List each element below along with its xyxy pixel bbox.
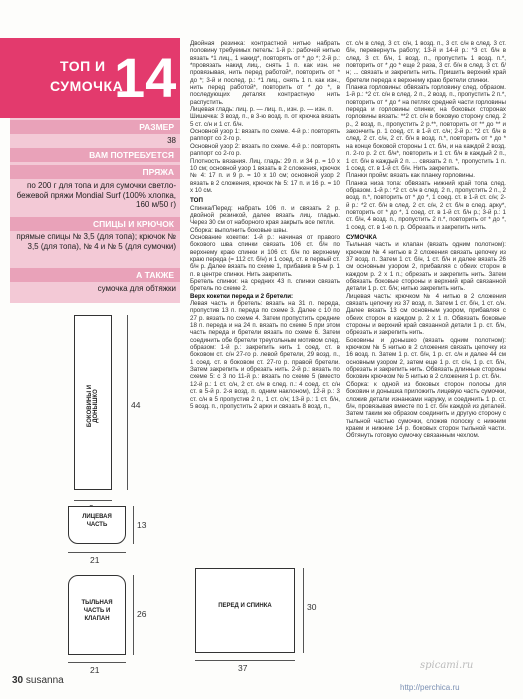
para-pattern-1: Основной узор 1: вязать по схеме. 4-й р.: повторять раппорт со 2-го р. (190, 128, 340, 143)
page-number: 30 (12, 675, 24, 686)
para-armhole-bands: Планки пройм: вязать как планку горловины. (346, 172, 476, 180)
size-value: 38 (167, 136, 176, 145)
yarn-text: по 200 г для топа и для сумочки светло-бежевой пряжи Mondial Surf (100% хлопка, 160 м/50 г) (16, 181, 176, 209)
also-text: сумочка для обтяжки (97, 284, 176, 293)
para-front-part: Лицевая часть: крючком № 4 нитью в 2 сложения связать цепочку из 37 возд. п. Затем 1 ст. б/н, 1 ст. с/н. Далее вязать 13 см основным узором, прибавляя с обеих сторон в каждом р. 2 х 1 п. Обвязать боковые стороны и верхний край связанной детали 1 р. ст. б/н, обрезать и закрепить нить. (346, 292, 506, 337)
top-body-diagram (195, 568, 295, 653)
top-body-label: ПЕРЕД И СПИНКА (218, 603, 272, 609)
back-label-3: КЛАПАН (84, 616, 110, 622)
back-label-1: ТЫЛЬНАЯ (81, 600, 113, 606)
para-assembly: Сборка: выполнить боковые швы. (190, 226, 288, 234)
title-line-1: ТОП И (60, 58, 106, 74)
watermark-spicami: spicami.ru (420, 660, 474, 671)
front-height: 13 (137, 520, 147, 530)
tools-heading: СПИЦЫ И КРЮЧОК (10, 217, 180, 231)
para-bobble: Шишечка: 3 возд. п., в 3-ю возд. п. от крючка вязать 5 ст. с/н и 1 ст. б/н. (190, 113, 340, 128)
para-left-part: Левая часть и бретель: вязать на 31 п. переда, пропустив 13 п. переда по схеме 3. Далее с 10 по 27 р. вязать по схеме 4. Затем пропустить средние 18 п. переда и на 24 п. вязать по схеме 5 при этом часть переда и бретели вязать по схеме 6. Затем соединить обе бретели треугольным мотивом след. образом: 1-й р.: закрепить нить 1 соед. ст. в боковом ст. с/н 27-го р. левой бретели, 29 возд. п., 1 соед. ст. в боковом ст. 27-го р. правой бретели. Затем закрепить и обрезать нить. 2-й р.: вязать по схеме 5: с 3 по 11-й р.: вязать по схеме 5 (вместо 12-й р.: 1 ст. с/н, 2 ст. с/н в след. п.: 4 соед. ст. с/н ст. в 5-й р. 2-я возд. п. одним наклоном), 12-й р.: 3 ст. с/н в 5 пропустив 2 п., 1 ст. с/н; 13-й р.: 1 ст. б/н, 5 возд. п., пропустить 2 арки и связать 8 возд. п., (190, 300, 340, 410)
back-flap-diagram (68, 575, 126, 655)
para-continuation: ст. с/н в след. 3 ст. с/н, 1 возд. п., 3 ст. с/н в след. 3 ст. б/н, перевернуть работу; 13-й и 14-й р.: *3 ст. б/н в след. 3 ст. б/н, 1 возд. п., пропустить 1 возд. п.*, повторить от * до * еще 2 раза, 3 ст. б/н в след. 3 ст. б/н; ... связать и закрепить нить. Пришить верхний край бретели переда к верхнему краю бретели спинки. (346, 40, 506, 84)
para-stockinette: Лицевая гладь: лиц. р. — лиц. п., изн. р. — изн. п. (190, 106, 334, 114)
back-height-arrow (133, 575, 134, 655)
instructions-column-1 (190, 40, 340, 565)
title-banner (0, 38, 180, 118)
para-hem-band: Планка низа топа: обвязать нижний край топа след. образом. 1-й р.: *2 ст. с/н в след. 2 п., пропустить 2 п., 2 возд. п.*, повторить от * до *, 1 соед. ст. в 1-й ст. с/н; 2-й р.: *2 ст. б/н в след. 2 ст. с/н, 2 ст. б/н в след. арку*, повторить от * до *, 1 соед. ст. в 1-й ст. б/н р.; 3-й р.: 1 ст. б/н, 4 возд. п., пропустить 2 п.*, повторить от * до *, 1 соед. ст. в 1-ю п. р. Обрезать и закрепить нить. (346, 179, 506, 231)
side-width-arrow (74, 500, 112, 501)
side-height-arrow (127, 315, 128, 490)
para-back-flap: Тыльная часть и клапан (вязать одним полотном): крючком № 4 нитью в 2 сложения связать цепочку из 37 возд. п. Затем 1 ст. б/н, 1 ст. б/н и далее вязать 26 см основным узором 2, прибавляя с обеих сторон в каждом р. 2 х 1 п.; обрезать и закрепить нить. Затем обвязать боковые стороны и верхний край связанной детали 1 р. ст. б/н; нитью закрепить нить. (346, 241, 506, 293)
front-width: 21 (90, 555, 100, 565)
size-heading: РАЗМЕР (10, 120, 180, 134)
instructions-column-2 (346, 40, 506, 655)
materials-heading: ВАМ ПОТРЕБУЕТСЯ (10, 148, 180, 162)
side-bottom-label: БОКОВИНЫ И ДОНЫШКО (87, 384, 99, 428)
para-yoke-base: Основание кокетки: 1-й р.: начиная от правого бокового шва спинки связать 106 ст. б/н по верхнему краю спинки и 106 ст. б/н по верхнему краю переда (= 112 ст. б/н) и 1 соед. ст. в первый ст. б/н р. Далее вязать по схеме 1, прибавив в 5-м р. 1 п. в центре спинки. Нить закрепить. (190, 233, 340, 278)
also-heading: А ТАКЖЕ (10, 268, 180, 282)
title-line-2: СУМОЧКА (50, 78, 124, 94)
front-label-1: ЛИЦЕВАЯ (82, 514, 112, 520)
page-footer (12, 675, 64, 686)
front-label-2: ЧАСТЬ (86, 522, 108, 528)
back-width-arrow (68, 662, 126, 663)
heading-top: ТОП (190, 197, 203, 205)
yarn-heading: ПРЯЖА (10, 165, 180, 179)
back-label-2: ЧАСТЬ И (83, 608, 111, 614)
para-bag-assembly: Сборка: к одной из боковых сторон полосы для боковин и донышка приложить лицевую часть сумочки, сложив детали изнанками наружу, и соединить 1 р. ст. б/н, провязывая вместе по 1 ст. б/н каждой из деталей. Затем таким же образом соединить и другую сторону с тыльной частью сумочки, сложив полоску с нижним краем и нижние 14 р. боковых сторон тыльной части. Обтянуть готовую сумочку связанным чехлом. (346, 380, 506, 440)
magazine-brand: susanna (25, 675, 64, 686)
top-height-arrow (303, 568, 304, 653)
para-gauge: Плотность вязания. Лиц. гладь: 29 п. и 34 р. = 10 х 10 см; основной узор 1 вязать в 2 сложения, крючок № 4: 17 п. и 9 р. = 10 х 10 см; основной узор 2 вязать в 2 сложения, крючок № 5: 17 п. и 16 р. = 10 х 10 см. (190, 157, 340, 194)
tools-text: прямые спицы № 3,5 (для топа); крючок № 3,5 (для топа), № 4 и № 5 (для сумочки) (16, 232, 176, 251)
watermark-perchica[interactable]: http://perchica.ru (400, 683, 460, 692)
top-width: 37 (238, 663, 248, 673)
para-back-strap: Бретель спинки: на средних 43 п. спинки связать бретель по схеме 2. (190, 278, 340, 293)
model-number: 14 (114, 46, 177, 109)
para-sides-bottom: Боковины и донышко (вязать одним полотном): крючком № 5 нитью в 2 сложения связать цепочку из 16 возд. п. Затем 1 р. ст. б/н, 1 р. ст. с/н и далее 44 см основным узором 2, затем еще 1 р. ст. с/н, 1 р. ст. б/н, обрезать и закрепить нить. Обвязать длинные стороны боковин крючком № 5 нитью в 2 сложения 1 р. ст. б/н. (346, 336, 506, 381)
front-width-arrow (68, 552, 126, 553)
para-back-front: Спинка/Перед: набрать 106 п. и связать 2 р. двойной резинкой, далее вязать лиц. гладью. Через 30 см от наборного края закрыть все петли. (190, 204, 340, 227)
back-width: 21 (90, 665, 100, 675)
top-height: 30 (307, 602, 317, 612)
top-width-arrow (195, 660, 295, 661)
back-height: 26 (137, 609, 147, 619)
para-pattern-2: Основной узор 2: вязать по схеме. 4-й р.: повторять раппорт со 2-го р. (190, 142, 340, 158)
heading-bag: СУМОЧКА (346, 233, 377, 241)
para-neckband: Планка горловины: обвязать горловину след. образом. 1-й р.: *2 ст. с/н в след. 2 п., 2 возд. п., пропустить 2 п.*, повторить от * до * на петлях средней части горловины переда и горловины спинки; на боковых сторонах горловины вязать: **2 ст. с/н в боковую сторону след. 2 р., 2 возд. п., пропустить 2 р.**, повторить от ** до ** и закончить р. 1 соед. ст. в 1-й ст. с/н; 2-й р.: *2 ст. б/н в след. 2 ст. с/н, 2 ст. б/н в возд. п.*, повторить от * до * на конце боковой стороны 1 ст. б/н, и на каждой 2 возд. п. 2-го р. 2 ст. б/н*, повторить и 1 ст. б/н в каждый 2 п., 1 ст. б/н в каждый 2 п. ... связать 2 п. *, пропустить 1 п. 1 соед. ст. в 1-й ст. б/н. Нить закрепить. (346, 84, 506, 172)
front-height-arrow (133, 506, 134, 544)
side-height: 44 (131, 400, 141, 410)
para-double-rib: Двойная резинка: контрастной нитью набрать половину требуемых петель: 1-й р.: рабочей нитью вязать *1 лиц., 1 накид*, повторять от * до *; 2-й р.: *провязать накид лиц., снять 1 п. как изн. не провязывая, нить перед работой*, повторить от * до *; 3-й и послед. р.: *1 лиц., снять 1 п. как изн., нить перед работой*, повторить от * до *, в последующих деталях контрастную нить распустить. (190, 40, 340, 106)
heading-yoke-top: Верх кокетки переда и 2 бретели: (190, 292, 294, 300)
